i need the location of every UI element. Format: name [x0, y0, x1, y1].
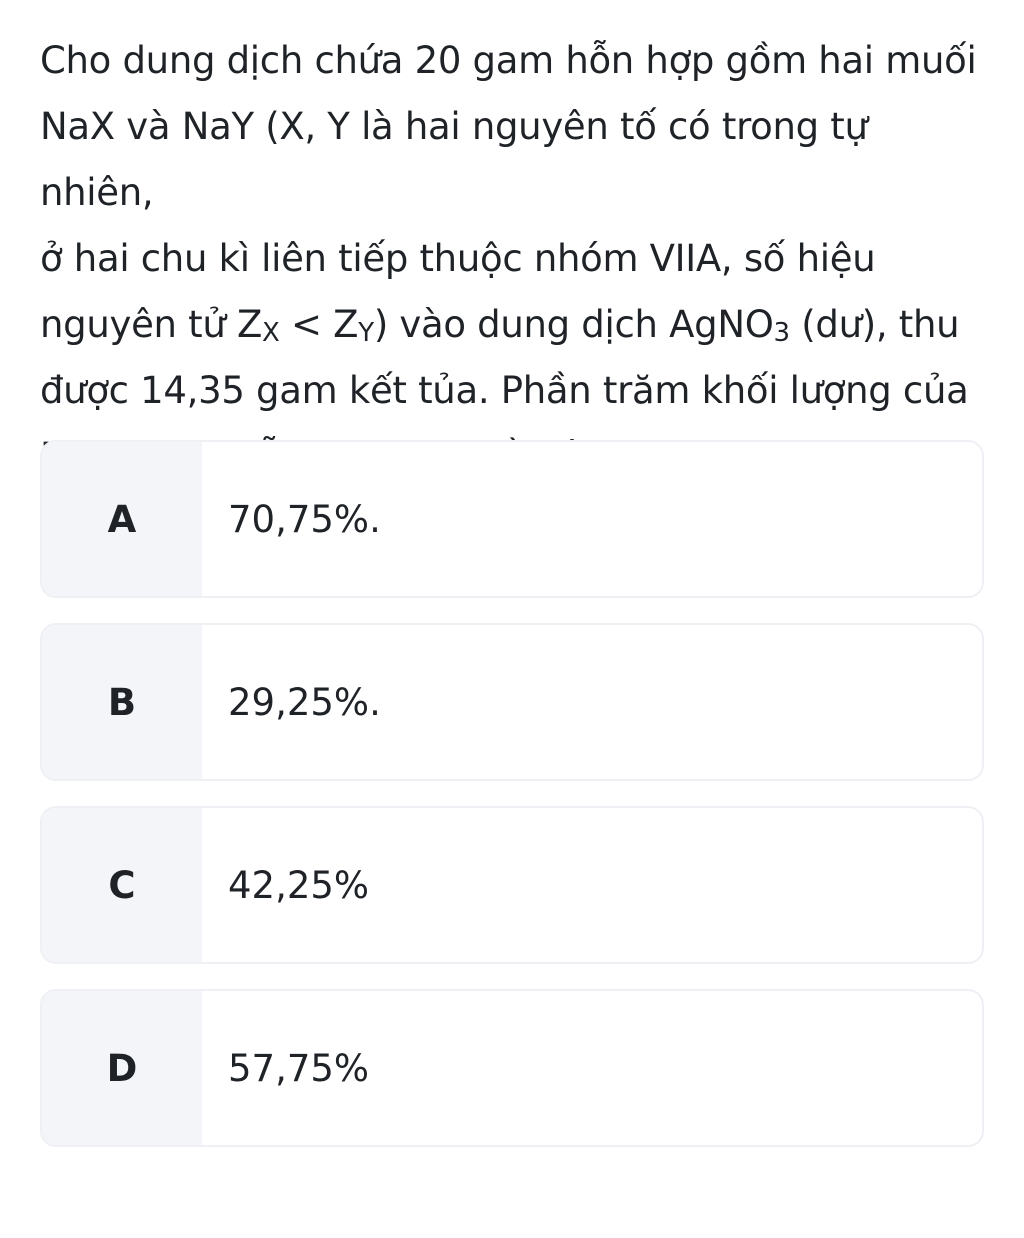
option-letter: C: [42, 808, 202, 962]
question-line: được 14,35 gam kết tủa. Phần trăm khối lượng của: [40, 369, 969, 412]
option-d[interactable]: [40, 989, 984, 1147]
option-c[interactable]: [40, 806, 984, 964]
option-text: 42,25%: [228, 863, 370, 907]
question-line: < Z: [279, 303, 359, 346]
question-line: nguyên tử Z: [40, 303, 263, 346]
question-line: (dư), thu: [789, 303, 960, 346]
question-line: NaX và NaY (X, Y là hai nguyên tố có trong tự nhiên,: [40, 105, 868, 214]
option-a[interactable]: [40, 440, 984, 598]
question-text: [40, 28, 990, 490]
subscript: Y: [358, 318, 374, 348]
option-text: 57,75%: [228, 1046, 370, 1090]
option-text: 29,25%.: [228, 680, 381, 724]
option-b[interactable]: [40, 623, 984, 781]
question-line: ) vào dung dịch AgNO: [373, 303, 774, 346]
subscript: 3: [773, 318, 790, 348]
option-text: 70,75%.: [228, 497, 381, 541]
option-letter: A: [42, 442, 202, 596]
subscript: X: [262, 318, 280, 348]
option-letter: B: [42, 625, 202, 779]
question-line: ở hai chu kì liên tiếp thuộc nhóm VIIA, số hiệu: [40, 237, 876, 280]
question-line: Cho dung dịch chứa 20 gam hỗn hợp gồm hai muối: [40, 39, 977, 82]
answer-options: [40, 440, 984, 1172]
option-letter: D: [42, 991, 202, 1145]
